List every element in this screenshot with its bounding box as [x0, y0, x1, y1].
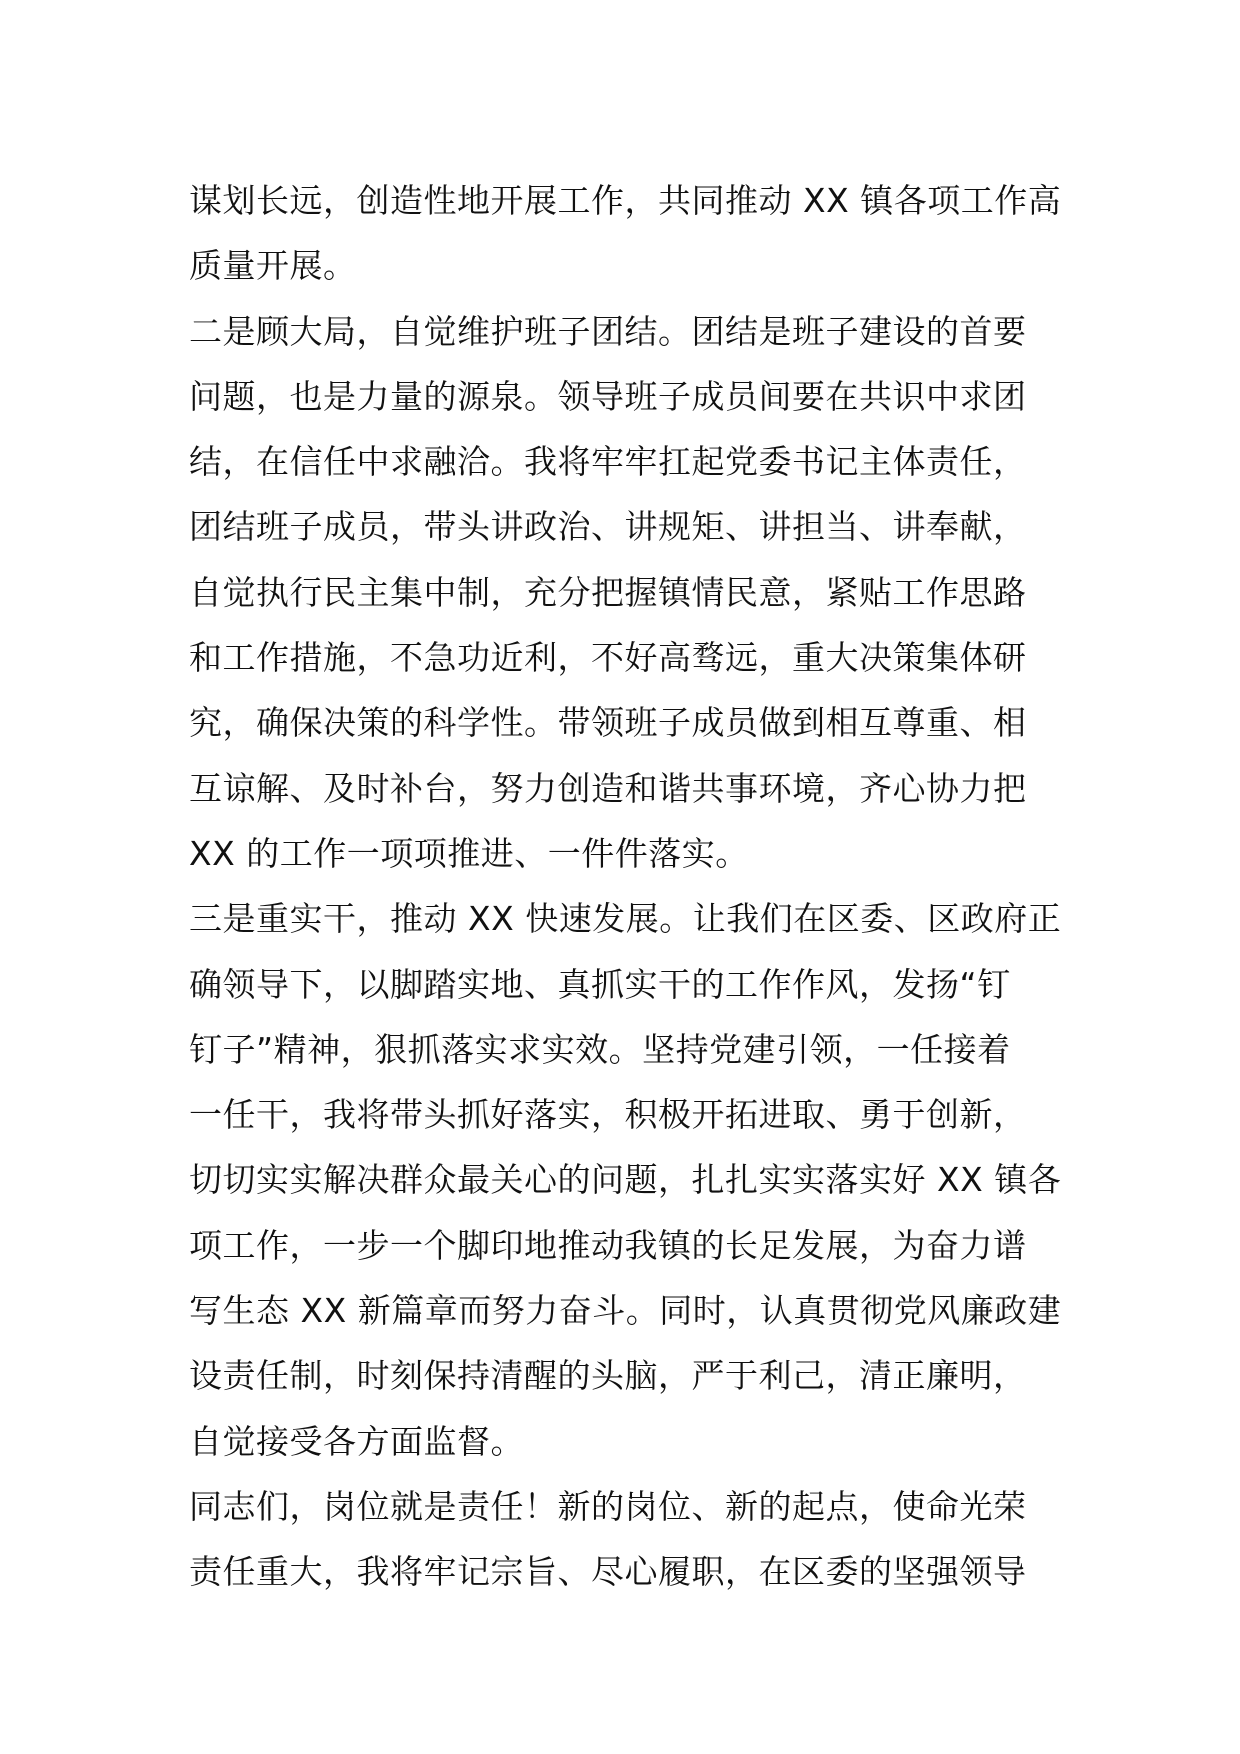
- text-line: 谋划长远，创造性地开展工作，共同推动 XX 镇各项工作高: [189, 181, 1062, 220]
- text-line: 互谅解、及时补台，努力创造和谐共事环境，齐心协力把: [189, 768, 1027, 808]
- text-line: 写生态 XX 新篇章而努力奋斗。同时，认真贯彻党风廉政建: [189, 1291, 1062, 1331]
- text-line: 项工作，一步一个脚印地推动我镇的长足发展，为奋力谱: [189, 1225, 1027, 1265]
- text-line: 同志们，岗位就是责任！新的岗位、新的起点，使命光荣: [189, 1486, 1027, 1526]
- text-line: 确领导下，以脚踏实地、真抓实干的工作作风，发扬“钉: [189, 964, 1011, 1004]
- text-line: 三是重实干，推动 XX 快速发展。让我们在区委、区政府正: [189, 899, 1062, 939]
- text-line: 二是顾大局，自觉维护班子团结。团结是班子建设的首要: [189, 311, 1027, 351]
- text-line: 自觉执行民主集中制，充分把握镇情民意，紧贴工作思路: [189, 572, 1027, 612]
- text-line: 钉子”精神，狠抓落实求实效。坚持党建引领，一任接着: [189, 1029, 1011, 1069]
- text-line: 结，在信任中求融洽。我将牢牢扛起党委书记主体责任，: [189, 442, 1027, 482]
- text-line: 和工作措施，不急功近利，不好高骛远，重大决策集体研: [189, 638, 1027, 678]
- text-line: 一任干，我将带头抓好落实，积极开拓进取、勇于创新，: [189, 1095, 1027, 1135]
- text-line: 设责任制，时刻保持清醒的头脑，严于利己，清正廉明，: [189, 1356, 1027, 1396]
- document-body: [189, 168, 1069, 1605]
- text-line: 团结班子成员，带头讲政治、讲规矩、讲担当、讲奉献，: [189, 507, 1027, 547]
- text-line: 自觉接受各方面监督。: [189, 1421, 524, 1461]
- text-line: 质量开展。: [189, 246, 357, 286]
- text-line: 究，确保决策的科学性。带领班子成员做到相互尊重、相: [189, 703, 1027, 743]
- text-line: 责任重大，我将牢记宗旨、尽心履职，在区委的坚强领导: [189, 1552, 1027, 1592]
- text-line: 切切实实解决群众最关心的问题，扎扎实实落实好 XX 镇各: [189, 1160, 1062, 1200]
- text-line: 问题，也是力量的源泉。领导班子成员间要在共识中求团: [189, 376, 1027, 416]
- text-line: XX 的工作一项项推进、一件件落实。: [189, 833, 749, 873]
